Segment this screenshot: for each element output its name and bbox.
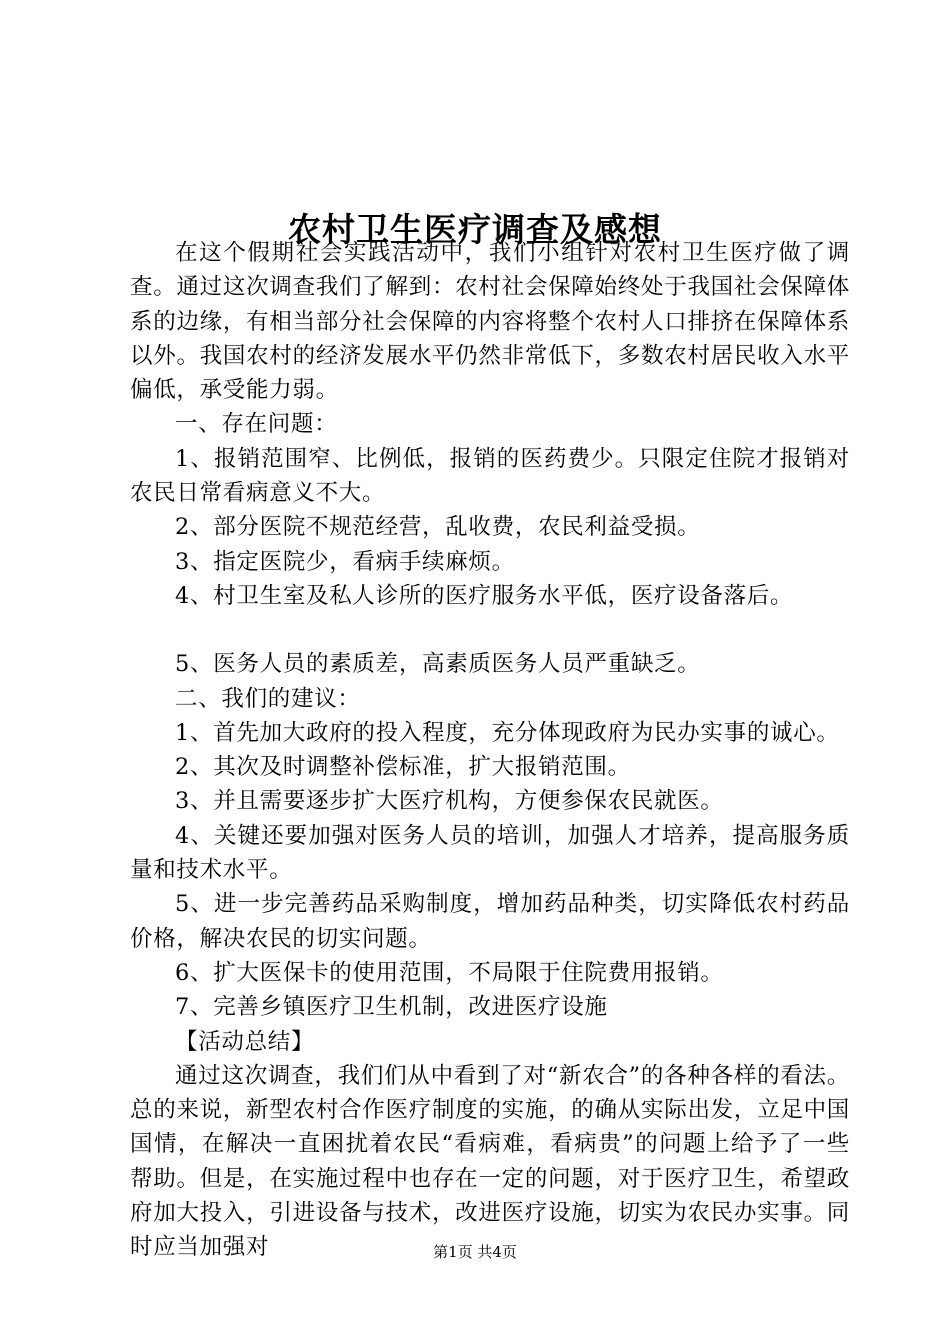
page-title: 农村卫生医疗调查及感想 xyxy=(288,210,662,250)
suggestion-item-4: 4、关键还要加强对医务人员的培训，加强人才培养，提高服务质量和技术水平。 xyxy=(130,822,850,884)
suggestion-item-3: 3、并且需要逐步扩大医疗机构，方便参保农民就医。 xyxy=(175,788,724,815)
problem-item-2: 2、部分医院不规范经营，乱收费，农民利益受损。 xyxy=(175,514,701,541)
problem-item-1: 1、报销范围窄、比例低，报销的医药费少。只限定住院才报销对农民日常看病意义不大。 xyxy=(130,445,850,507)
page-footer: 第1页 共4页 xyxy=(433,1243,517,1261)
problem-item-3: 3、指定医院少，看病手续麻烦。 xyxy=(175,548,515,575)
document-body xyxy=(130,236,850,1265)
suggestion-item-2: 2、其次及时调整补偿标准，扩大报销范围。 xyxy=(175,754,631,781)
suggestion-item-6: 6、扩大医保卡的使用范围，不局限于住院费用报销。 xyxy=(175,959,724,986)
section-heading-problems: 一、存在问题： xyxy=(175,411,338,438)
section-heading-suggestions: 二、我们的建议： xyxy=(175,685,361,712)
suggestion-item-7: 7、完善乡镇医疗卫生机制，改进医疗设施 xyxy=(175,994,608,1021)
summary-paragraph: 通过这次调查，我们们从中看到了对“新农合”的各种各样的看法。总的来说，新型农村合作医疗制度的实施，的确从实际出发，立足中国国情，在解决一直困扰着农民“看病难，看病贵”的问题上给予了一些帮助。但是，在实施过程中也存在一定的问题，对于医疗卫生，希望政府加大投入，引进设备与技术，改进医疗设施，切实为农民办实事。同时应当加强对 xyxy=(130,1062,850,1261)
suggestion-item-1: 1、首先加大政府的投入程度，充分体现政府为民办实事的诚心。 xyxy=(175,719,840,746)
problem-item-5: 5、医务人员的素质差，高素质医务人员严重缺乏。 xyxy=(175,651,701,678)
problem-item-4: 4、村卫生室及私人诊所的医疗服务水平低，医疗设备落后。 xyxy=(175,582,794,609)
section-heading-summary: 【活动总结】 xyxy=(175,1028,315,1055)
suggestion-item-5: 5、进一步完善药品采购制度，增加药品种类，切实降低农村药品价格，解决农民的切实问题。 xyxy=(130,891,850,952)
intro-paragraph: 在这个假期社会实践活动中，我们小组针对农村卫生医疗做了调查。通过这次调查我们了解到：农村社会保障始终处于我国社会保障体系的边缘，有相当部分社会保障的内容将整个农村人口排挤在保障体系以外。我国农村的经济发展水平仍然非常低下，多数农村居民收入水平偏低，承受能力弱。 xyxy=(130,240,850,404)
